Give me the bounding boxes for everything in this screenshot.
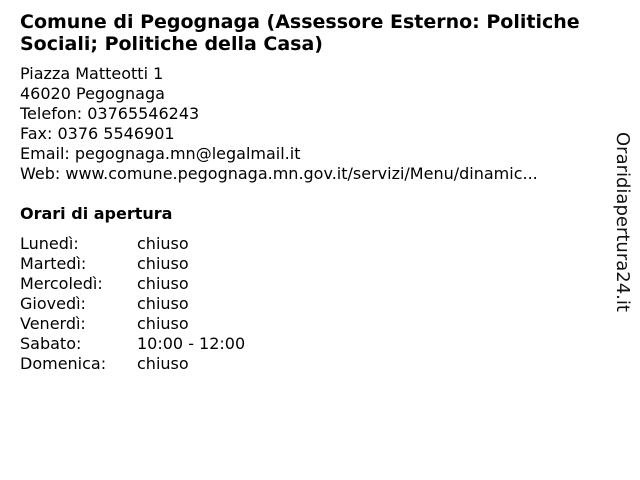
hours-value: chiuso <box>137 274 189 293</box>
day-label: Martedì: <box>20 254 87 273</box>
opening-hours-list <box>20 234 245 374</box>
hours-row-sunday <box>20 354 245 374</box>
site-brand-vertical-text: Oraridiapertura24.it <box>612 132 633 312</box>
day-label: Mercoledì: <box>20 274 103 293</box>
opening-hours-heading: Orari di apertura <box>20 204 173 223</box>
street-address: Piazza Matteotti 1 <box>20 64 164 83</box>
day-label: Lunedì: <box>20 234 79 253</box>
day-label: Domenica: <box>20 354 107 373</box>
hours-value: chiuso <box>137 354 189 373</box>
day-label: Venerdì: <box>20 314 86 333</box>
city-postal-code: 46020 Pegognaga <box>20 84 165 103</box>
address-block <box>20 64 600 184</box>
page-title: Comune di Pegognaga (Assessore Esterno: Politiche Sociali; Politiche della Casa) <box>20 11 580 55</box>
website-url: Web: www.comune.pegognaga.mn.gov.it/servizi/Menu/dinamic... <box>20 164 538 183</box>
day-label: Giovedì: <box>20 294 86 313</box>
hours-row-tuesday <box>20 254 245 274</box>
hours-row-saturday <box>20 334 245 354</box>
hours-value: 10:00 - 12:00 <box>137 334 246 353</box>
hours-value: chiuso <box>137 234 189 253</box>
email-address: Email: pegognaga.mn@legalmail.it <box>20 144 301 163</box>
hours-value: chiuso <box>137 314 189 333</box>
hours-value: chiuso <box>137 294 189 313</box>
hours-row-friday <box>20 314 245 334</box>
fax-number: Fax: 0376 5546901 <box>20 124 175 143</box>
hours-row-wednesday <box>20 274 245 294</box>
hours-value: chiuso <box>137 254 189 273</box>
hours-row-monday <box>20 234 245 254</box>
phone-number: Telefon: 03765546243 <box>20 104 200 123</box>
hours-row-thursday <box>20 294 245 314</box>
day-label: Sabato: <box>20 334 82 353</box>
